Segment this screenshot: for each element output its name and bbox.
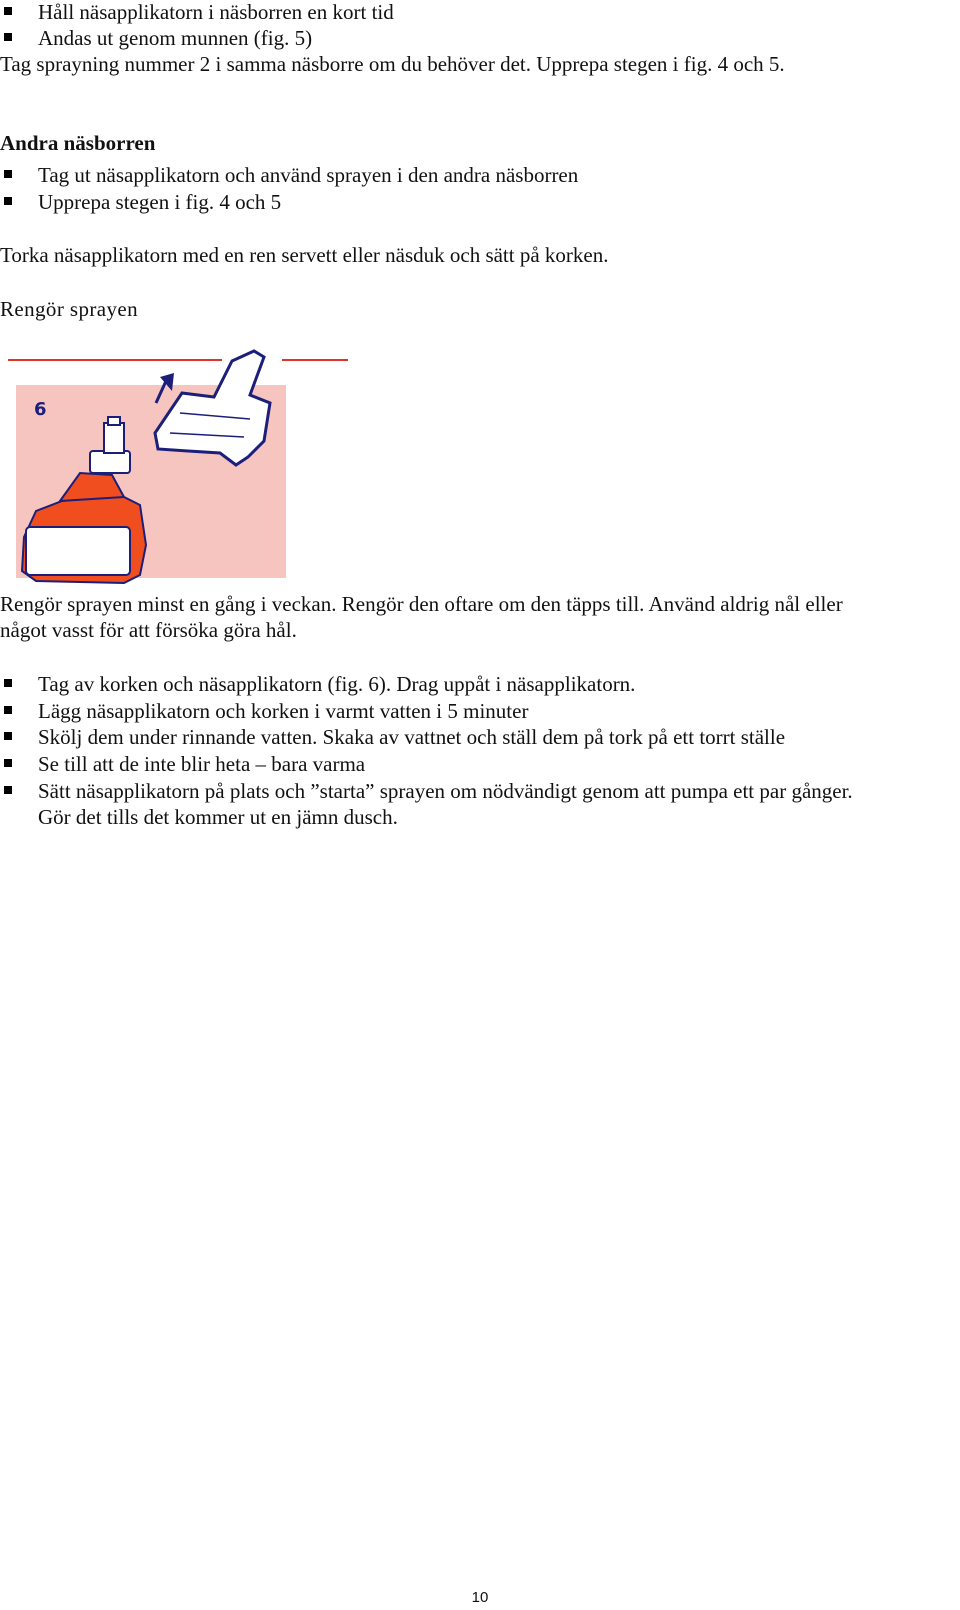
bullet-square-icon [4,679,12,687]
list-item-text: Upprepa stegen i fig. 4 och 5 [38,190,282,214]
list-item-text: Lägg näsapplikatorn och korken i varmt vatten i 5 minuter [38,699,529,723]
wipe-paragraph: Torka näsapplikatorn med en ren servett eller näsduk och sätt på korken. [0,243,609,267]
bullet-square-icon [4,170,12,178]
list-item-text: Tag ut näsapplikatorn och använd sprayen i den andra näsborren [38,163,579,187]
list-item-continuation: Gör det tills det kommer ut en jämn dusch. [38,805,398,829]
list-item-text: Sätt näsapplikatorn på plats och ”starta” sprayen om nödvändigt genom att pumpa ett par gånger. [38,779,853,803]
list-item-text: Skölj dem under rinnande vatten. Skaka av vattnet och ställ dem på tork på ett torrt ställe [38,725,786,749]
list-item-text: Håll näsapplikatorn i näsborren en kort tid [38,0,394,24]
list-item-text: Se till att de inte blir heta – bara varma [38,752,366,776]
bullet-square-icon [4,759,12,767]
repeat-paragraph: Tag sprayning nummer 2 i samma näsborre om du behöver det. Upprepa stegen i fig. 4 och 5. [0,52,785,76]
list-item-text: Andas ut genom munnen (fig. 5) [38,26,313,50]
section-heading-second-nostril: Andra näsborren [0,131,156,155]
cleaning-intro-line-2: något vasst för att försöka göra hål. [0,618,297,642]
bullet-square-icon [4,7,12,15]
figure-6-illustration [0,345,360,590]
bullet-square-icon [4,33,12,41]
figure-number: 6 [34,399,47,420]
bullet-square-icon [4,732,12,740]
bullet-square-icon [4,786,12,794]
page-number: 10 [471,1589,489,1606]
cleaning-intro-line-1: Rengör sprayen minst en gång i veckan. Rengör den oftare om den täpps till. Använd aldrig nål eller [0,592,843,616]
bullet-square-icon [4,706,12,714]
section-heading-cleaning: Rengör sprayen [0,297,138,321]
nasal-applicator-icon [155,351,270,465]
bullet-square-icon [4,197,12,205]
list-item-text: Tag av korken och näsapplikatorn (fig. 6). Drag uppåt i näsapplikatorn. [38,672,636,696]
